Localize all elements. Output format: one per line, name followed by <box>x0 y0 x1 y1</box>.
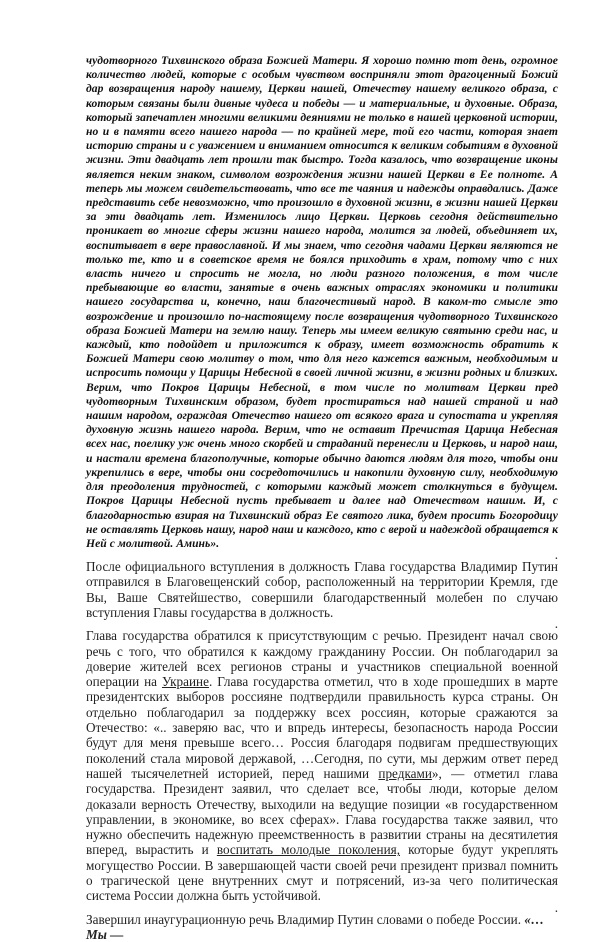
speech-text-part3: », — отметил глава государства. Президент заявил, что сделает все, чтобы люди, которые делом доказали верность Отечеству, выходили на ведущие позиции «в государственном управлении, в экономике, во всех сферах». Глава государства также заявил, что нужно обеспечить надежную преемственность в развитии страны на десятилетия вперед, вырастить и <box>86 765 558 858</box>
paragraph-end-marker: . <box>554 547 558 563</box>
paragraph-end-marker: . <box>554 899 558 915</box>
paragraph-speech <box>86 628 558 903</box>
paragraph-inauguration <box>86 559 558 620</box>
paragraph-end-marker: . <box>554 616 558 632</box>
quote-text: чудотворного Тихвинского образа Божией Матери. Я хорошо помню тот день, огромное количество людей, которые с особым чувством восприняли этот драгоценный Божий дар возвращения народу нашему, Церкви нашей, Отечеству нашему великого образа, с которым связаны были дивные чудеса и победы — и материальные, и духовные. Образа, который запечатлен многими великими деяниями не только в нашей церковной истории, но и в памяти всего нашего народа — по крайней мере, той его части, которая знает историю страны и с уважением и вниманием относится к великим событиям в духовной жизни. Эти двадцать лет прошли так быстро. Тогда казалось, что возвращение иконы является неким знаком, символом возрождения жизни нашей Церкви в Ее полноте. А теперь мы можем свидетельствовать, что все те чаяния и надежды оправдались. Даже представить себе невозможно, что произошло в духовной жизни, в жизни нашей Церкви за эти двадцать лет. Изменилось лицо Церкви. Церковь сегодня действительно проникает во многие сферы жизни нашего народа, молится за людей, объединяет их, воспитывает в вере православной. И мы знаем, что сегодня чадами Церкви являются не только те, кто и в советское время не боялся приходить в храм, потому что с них власть ничего и спросить не могла, но люди разного положения, в том числе пребывающие во власти, занятые в очень важных отраслях экономики и политики нашего государства и, конечно, наш благочестивый народ. В каком-то смысле это возрождение и произошло по-настоящему после возвращения чудотворного Тихвинского образа Божией Матери на землю нашу. Теперь мы имеем великую святыню среди нас, и каждый, кто подойдет и приложится к образу, имеет возможность обратить к Божией Матери свою молитву о том, что для него кажется важным, необходимым и испросить помощи у Царицы Небесной в своей личной жизни, в жизни родных и близких. Верим, что Покров Царицы Небесной, в том числе по молитвам Церкви пред чудотворным Тихвинским образом, будет простираться над нашей страной и над нашим народом, ограждая Отечество нашего от всякого врага и супостата и укрепляя духовную жизнь нашего народа. Верим, что не оставит Пречистая Царица Небесная всех нас, поелику уж очень много скорбей и страданий перенесли и Церковь, и народ наш, и настали времена благополучные, которые обычно даются людям для того, чтобы они укрепились в вере, чтобы они сосредоточились и накопили духовную силу, необходимую для преодоления трудностей, с которыми каждый может столкнуться в будущем. Покров Царицы Небесной пусть пребывает и далее над Отечеством нашим. И, с благодарностью взирая на Тихвинский образ Ее святого лика, будем просить Богородицу не оставлять Церковь нашу, народ наш и каждого, кто с верой и надеждой обращается к Ней с молитвой. Аминь». <box>86 54 558 550</box>
link-young-generations[interactable]: воспитать молодые поколения, <box>216 842 401 858</box>
paragraph-conclusion <box>86 912 558 942</box>
document-page <box>86 54 558 942</box>
speech-text-part4: которые будут укреплять могущество России. В завершающей части своей речи президент призвал помнить о трагической цене внутренних смут и потрясений, из-за чего политическая система России должна быть устойчивой. <box>86 842 558 904</box>
quote-paragraph <box>86 54 558 551</box>
conclusion-text: Завершил инаугурационную речь Владимир Путин словами о победе России. <box>86 911 525 927</box>
speech-text-part1: Глава государства обратился к присутствующим с речью. Президент начал свою речь с того, что обратился к каждому гражданину России. Он поблагодарил за доверие жителей всех регионов страны и участников специальной военной операции на <box>86 628 558 690</box>
link-ancestors[interactable]: предками <box>378 765 432 781</box>
conclusion-quote-start: «…Мы — <box>86 911 545 942</box>
paragraph-inauguration-text: После официального вступления в должность Глава государства Владимир Путин отправился в Благовещенский собор, расположенный на территории Кремля, где Вы, Ваше Святейшество, совершили благодарственный молебен по случаю вступления Главы государства в должность. <box>86 559 558 620</box>
link-ukraine[interactable]: Украине <box>161 674 209 690</box>
speech-text-part2: . Глава государства отметил, что в ходе прошедших в марте президентских выборов россияне подтвердили правильность курса страны. Он отдельно поблагодарил за поддержку всех россиян, которые сражаются за Отечество: «.. заверяю вас, что и впредь интересы, безопасность народа России будут для меня превыше всего… Россия благодаря подвигам предшествующих поколений стала мировой державой, …Сегодня, по сути, мы держим ответ перед нашей тысячелетней историей, перед нашими <box>86 674 558 781</box>
